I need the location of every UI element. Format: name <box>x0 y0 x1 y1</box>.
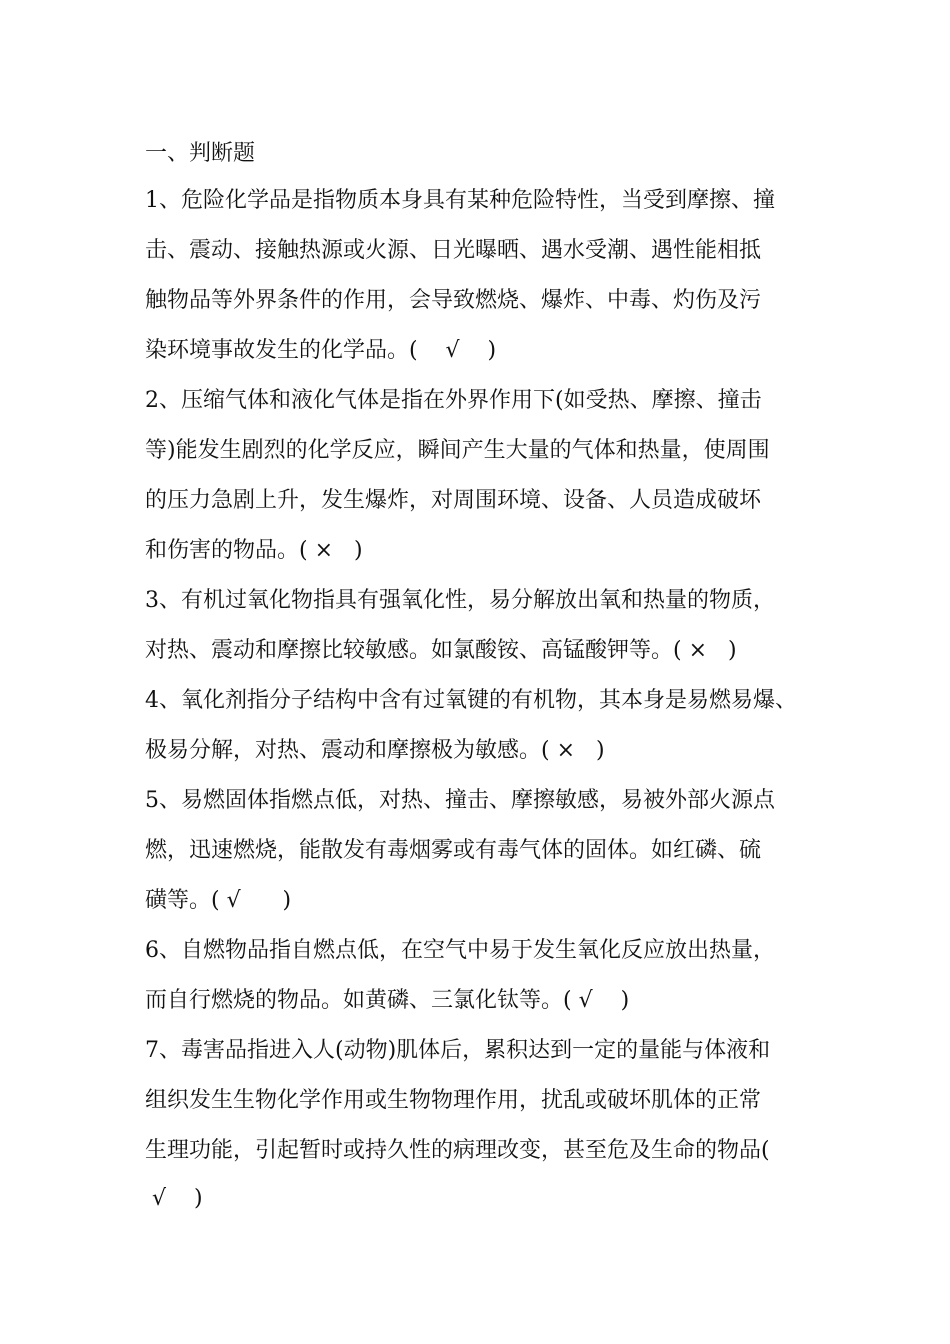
question-2-answer-line: 和伤害的物品。( × ) <box>145 538 363 563</box>
question-5-answer-line: 磺等。( √ ) <box>145 888 292 913</box>
question-6-line-1: 6、自燃物品指自燃点低，在空气中易于发生氧化反应放出热量， <box>145 938 775 963</box>
question-1-line-2: 击、震动、接触热源或火源、日光曝晒、遇水受潮、遇性能相抵 <box>145 238 762 263</box>
question-2-line-1: 2、压缩气体和液化气体是指在外界作用下(如受热、摩擦、撞击 <box>145 388 762 413</box>
question-7-line-3: 生理功能，引起暂时或持久性的病理改变，甚至危及生命的物品( <box>145 1138 770 1163</box>
question-3-line-1: 3、有机过氧化物指具有强氧化性，易分解放出氧和热量的物质， <box>145 588 775 613</box>
question-4-line-1: 4、氧化剂指分子结构中含有过氧键的有机物，其本身是易燃易爆、 <box>145 688 797 713</box>
question-1-line-3: 触物品等外界条件的作用，会导致燃烧、爆炸、中毒、灼伤及污 <box>145 288 762 313</box>
question-5-line-2: 燃，迅速燃烧，能散发有毒烟雾或有毒气体的固体。如红磷、硫 <box>145 838 762 863</box>
question-1-line-1: 1、危险化学品是指物质本身具有某种危险特性，当受到摩擦、撞 <box>145 188 775 213</box>
question-2-line-3: 的压力急剧上升，发生爆炸，对周围环境、设备、人员造成破坏 <box>145 488 762 513</box>
question-7-answer-line: √ ) <box>145 1186 203 1211</box>
question-7-line-2: 组织发生生物化学作用或生物物理作用，扰乱或破坏肌体的正常 <box>145 1088 762 1113</box>
question-6-answer-line: 而自行燃烧的物品。如黄磷、三氯化钛等。( √ ) <box>145 988 630 1013</box>
question-5-line-1: 5、易燃固体指燃点低，对热、撞击、摩擦敏感，易被外部火源点 <box>145 788 775 813</box>
question-7-line-1: 7、毒害品指进入人(动物)肌体后，累积达到一定的量能与体液和 <box>145 1038 771 1063</box>
question-2-line-2: 等)能发生剧烈的化学反应，瞬间产生大量的气体和热量，使周围 <box>145 438 770 463</box>
question-1-answer-line: 染环境事故发生的化学品。( √ ) <box>145 338 497 363</box>
question-3-answer-line: 对热、震动和摩擦比较敏感。如氯酸铵、高锰酸钾等。( × ) <box>145 638 737 663</box>
question-4-answer-line: 极易分解，对热、震动和摩擦极为敏感。( × ) <box>145 738 605 763</box>
section-title: 一、判断题 <box>145 141 256 166</box>
